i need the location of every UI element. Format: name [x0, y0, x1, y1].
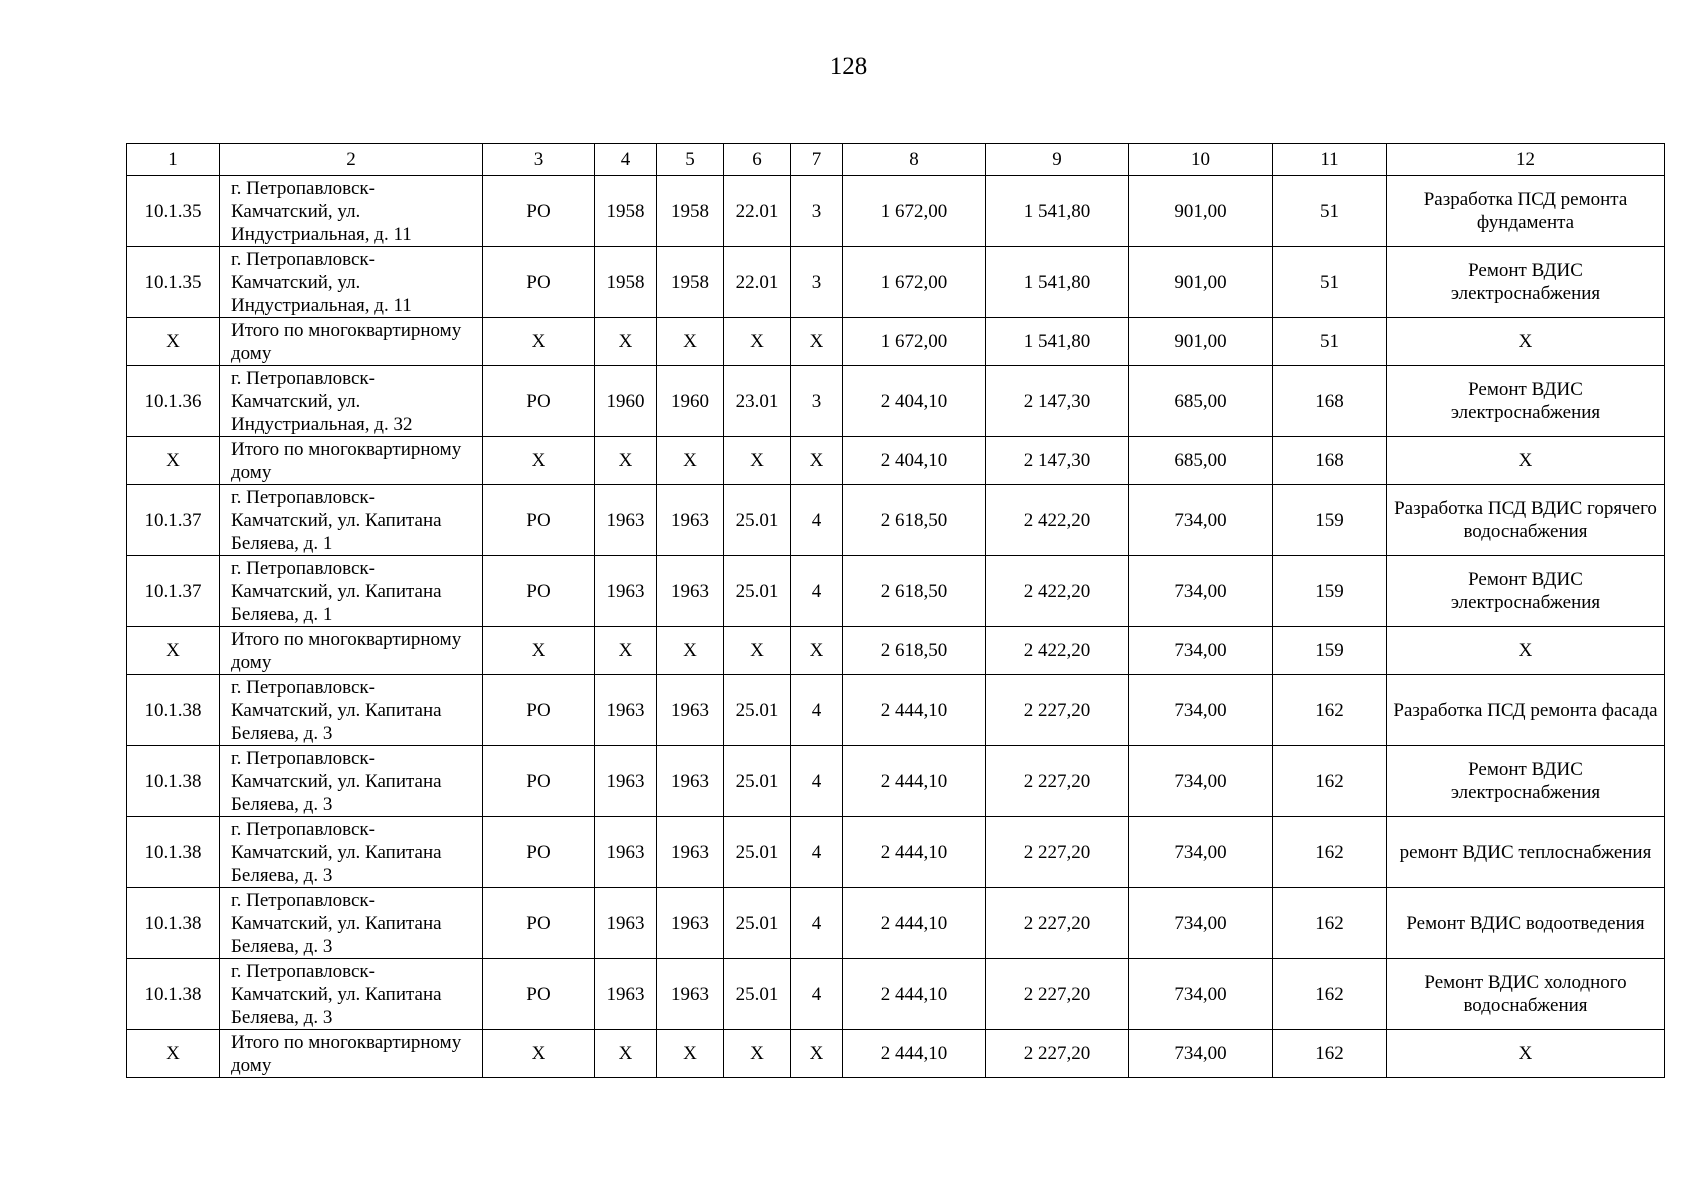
work-type-cell: Разработка ПСД ремонта фундамента [1387, 176, 1665, 247]
table-row [127, 485, 1665, 556]
owner-type-cell: РО [483, 888, 595, 959]
construction-year-cell: X [595, 437, 657, 485]
owner-type-cell: РО [483, 746, 595, 817]
address-cell: г. Петропавловск-Камчатский, ул. Капитана Беляева, д. 3 [220, 888, 483, 959]
work-type-cell: X [1387, 627, 1665, 675]
address-cell: г. Петропавловск-Камчатский, ул. Индустриальная, д. 11 [220, 247, 483, 318]
work-type-cell: X [1387, 318, 1665, 366]
work-type-cell: Ремонт ВДИС водоотведения [1387, 888, 1665, 959]
residents-cell: 162 [1273, 1030, 1387, 1078]
address-cell: г. Петропавловск-Камчатский, ул. Капитана Беляева, д. 1 [220, 556, 483, 627]
commissioning-year-cell: 1963 [657, 888, 724, 959]
column-header: 9 [986, 144, 1129, 176]
commissioning-year-cell: 1963 [657, 556, 724, 627]
code-cell: X [724, 437, 791, 485]
commissioning-year-cell: X [657, 1030, 724, 1078]
code-cell: 23.01 [724, 366, 791, 437]
work-type-cell: Ремонт ВДИС электроснабжения [1387, 556, 1665, 627]
work-type-cell: Разработка ПСД ремонта фасада [1387, 675, 1665, 746]
residents-cell: 159 [1273, 556, 1387, 627]
construction-year-cell: 1963 [595, 746, 657, 817]
living-area-cell: 2 147,30 [986, 366, 1129, 437]
work-type-cell: X [1387, 437, 1665, 485]
table-row [127, 556, 1665, 627]
construction-year-cell: X [595, 627, 657, 675]
register-body [127, 176, 1665, 1078]
address-cell: г. Петропавловск-Камчатский, ул. Капитана Беляева, д. 3 [220, 817, 483, 888]
construction-year-cell: X [595, 1030, 657, 1078]
commissioning-year-cell: 1958 [657, 247, 724, 318]
table-row [127, 746, 1665, 817]
non-living-area-cell: 734,00 [1129, 959, 1273, 1030]
row-number-cell: 10.1.35 [127, 176, 220, 247]
non-living-area-cell: 734,00 [1129, 888, 1273, 959]
work-type-cell: X [1387, 1030, 1665, 1078]
commissioning-year-cell: X [657, 318, 724, 366]
non-living-area-cell: 901,00 [1129, 247, 1273, 318]
owner-type-cell: X [483, 1030, 595, 1078]
row-number-cell: 10.1.38 [127, 675, 220, 746]
code-cell: 25.01 [724, 556, 791, 627]
owner-type-cell: РО [483, 247, 595, 318]
work-type-cell: Ремонт ВДИС электроснабжения [1387, 746, 1665, 817]
register-table [126, 143, 1665, 1078]
living-area-cell: 2 227,20 [986, 675, 1129, 746]
non-living-area-cell: 734,00 [1129, 1030, 1273, 1078]
address-cell: г. Петропавловск-Камчатский, ул. Капитана Беляева, д. 1 [220, 485, 483, 556]
floors-cell: 4 [791, 888, 843, 959]
code-cell: 25.01 [724, 485, 791, 556]
floors-cell: 3 [791, 176, 843, 247]
column-header: 11 [1273, 144, 1387, 176]
address-cell: г. Петропавловск-Камчатский, ул. Капитана Беляева, д. 3 [220, 959, 483, 1030]
total-area-cell: 1 672,00 [843, 247, 986, 318]
commissioning-year-cell: X [657, 437, 724, 485]
non-living-area-cell: 734,00 [1129, 485, 1273, 556]
column-header: 4 [595, 144, 657, 176]
work-type-cell: ремонт ВДИС теплоснабжения [1387, 817, 1665, 888]
column-header: 7 [791, 144, 843, 176]
total-row [127, 437, 1665, 485]
residents-cell: 162 [1273, 959, 1387, 1030]
residents-cell: 162 [1273, 817, 1387, 888]
non-living-area-cell: 734,00 [1129, 746, 1273, 817]
floors-cell: 3 [791, 366, 843, 437]
construction-year-cell: 1963 [595, 556, 657, 627]
owner-type-cell: РО [483, 959, 595, 1030]
table-row [127, 366, 1665, 437]
construction-year-cell: 1963 [595, 817, 657, 888]
floors-cell: X [791, 318, 843, 366]
code-cell: 25.01 [724, 746, 791, 817]
construction-year-cell: 1958 [595, 176, 657, 247]
row-number-cell: 10.1.38 [127, 746, 220, 817]
total-area-cell: 2 618,50 [843, 485, 986, 556]
non-living-area-cell: 685,00 [1129, 366, 1273, 437]
code-cell: X [724, 318, 791, 366]
work-type-cell: Ремонт ВДИС электроснабжения [1387, 247, 1665, 318]
residents-cell: 51 [1273, 247, 1387, 318]
column-header: 8 [843, 144, 986, 176]
residents-cell: 51 [1273, 176, 1387, 247]
living-area-cell: 2 227,20 [986, 746, 1129, 817]
construction-year-cell: 1963 [595, 675, 657, 746]
row-number-cell: 10.1.38 [127, 888, 220, 959]
code-cell: X [724, 1030, 791, 1078]
residents-cell: 168 [1273, 437, 1387, 485]
owner-type-cell: РО [483, 556, 595, 627]
owner-type-cell: РО [483, 176, 595, 247]
column-number-row [127, 144, 1665, 176]
construction-year-cell: 1960 [595, 366, 657, 437]
table-row [127, 817, 1665, 888]
residents-cell: 159 [1273, 485, 1387, 556]
total-area-cell: 2 444,10 [843, 675, 986, 746]
floors-cell: 4 [791, 746, 843, 817]
owner-type-cell: X [483, 318, 595, 366]
commissioning-year-cell: 1963 [657, 959, 724, 1030]
owner-type-cell: X [483, 437, 595, 485]
address-cell: Итого по многоквартирному дому [220, 627, 483, 675]
floors-cell: 4 [791, 959, 843, 1030]
total-row [127, 627, 1665, 675]
total-area-cell: 2 444,10 [843, 1030, 986, 1078]
non-living-area-cell: 734,00 [1129, 675, 1273, 746]
table-row [127, 959, 1665, 1030]
address-cell: Итого по многоквартирному дому [220, 437, 483, 485]
total-area-cell: 2 444,10 [843, 959, 986, 1030]
commissioning-year-cell: 1963 [657, 675, 724, 746]
row-number-cell: 10.1.35 [127, 247, 220, 318]
column-header: 12 [1387, 144, 1665, 176]
non-living-area-cell: 734,00 [1129, 556, 1273, 627]
living-area-cell: 2 422,20 [986, 556, 1129, 627]
non-living-area-cell: 685,00 [1129, 437, 1273, 485]
floors-cell: 4 [791, 485, 843, 556]
living-area-cell: 2 147,30 [986, 437, 1129, 485]
commissioning-year-cell: X [657, 627, 724, 675]
construction-year-cell: 1963 [595, 959, 657, 1030]
address-cell: г. Петропавловск-Камчатский, ул. Капитана Беляева, д. 3 [220, 746, 483, 817]
floors-cell: X [791, 1030, 843, 1078]
column-header: 1 [127, 144, 220, 176]
work-type-cell: Ремонт ВДИС холодного водоснабжения [1387, 959, 1665, 1030]
construction-year-cell: 1963 [595, 888, 657, 959]
total-area-cell: 1 672,00 [843, 318, 986, 366]
residents-cell: 162 [1273, 888, 1387, 959]
table-row [127, 888, 1665, 959]
row-number-cell: 10.1.38 [127, 817, 220, 888]
living-area-cell: 2 227,20 [986, 1030, 1129, 1078]
total-area-cell: 2 444,10 [843, 888, 986, 959]
address-cell: г. Петропавловск-Камчатский, ул. Индустриальная, д. 32 [220, 366, 483, 437]
residents-cell: 159 [1273, 627, 1387, 675]
non-living-area-cell: 901,00 [1129, 318, 1273, 366]
floors-cell: X [791, 627, 843, 675]
total-area-cell: 2 618,50 [843, 627, 986, 675]
row-number-cell: X [127, 437, 220, 485]
total-area-cell: 1 672,00 [843, 176, 986, 247]
commissioning-year-cell: 1963 [657, 485, 724, 556]
address-cell: г. Петропавловск-Камчатский, ул. Индустриальная, д. 11 [220, 176, 483, 247]
total-area-cell: 2 404,10 [843, 437, 986, 485]
commissioning-year-cell: 1960 [657, 366, 724, 437]
living-area-cell: 2 227,20 [986, 888, 1129, 959]
living-area-cell: 2 227,20 [986, 959, 1129, 1030]
non-living-area-cell: 734,00 [1129, 817, 1273, 888]
commissioning-year-cell: 1958 [657, 176, 724, 247]
row-number-cell: X [127, 1030, 220, 1078]
code-cell: 25.01 [724, 959, 791, 1030]
commissioning-year-cell: 1963 [657, 746, 724, 817]
code-cell: 22.01 [724, 247, 791, 318]
living-area-cell: 2 227,20 [986, 817, 1129, 888]
code-cell: 22.01 [724, 176, 791, 247]
non-living-area-cell: 734,00 [1129, 627, 1273, 675]
address-cell: г. Петропавловск-Камчатский, ул. Капитана Беляева, д. 3 [220, 675, 483, 746]
residents-cell: 168 [1273, 366, 1387, 437]
table-row [127, 675, 1665, 746]
address-cell: Итого по многоквартирному дому [220, 318, 483, 366]
row-number-cell: X [127, 627, 220, 675]
row-number-cell: 10.1.37 [127, 556, 220, 627]
code-cell: 25.01 [724, 817, 791, 888]
residents-cell: 51 [1273, 318, 1387, 366]
floors-cell: 4 [791, 817, 843, 888]
total-row [127, 1030, 1665, 1078]
owner-type-cell: РО [483, 485, 595, 556]
row-number-cell: X [127, 318, 220, 366]
construction-year-cell: 1958 [595, 247, 657, 318]
page-number: 128 [829, 53, 868, 80]
column-header: 5 [657, 144, 724, 176]
floors-cell: 4 [791, 675, 843, 746]
owner-type-cell: РО [483, 675, 595, 746]
commissioning-year-cell: 1963 [657, 817, 724, 888]
table-row [127, 247, 1665, 318]
construction-year-cell: 1963 [595, 485, 657, 556]
living-area-cell: 1 541,80 [986, 176, 1129, 247]
total-row [127, 318, 1665, 366]
row-number-cell: 10.1.36 [127, 366, 220, 437]
row-number-cell: 10.1.38 [127, 959, 220, 1030]
total-area-cell: 2 444,10 [843, 746, 986, 817]
living-area-cell: 1 541,80 [986, 318, 1129, 366]
column-header: 6 [724, 144, 791, 176]
total-area-cell: 2 618,50 [843, 556, 986, 627]
floors-cell: 3 [791, 247, 843, 318]
non-living-area-cell: 901,00 [1129, 176, 1273, 247]
living-area-cell: 2 422,20 [986, 485, 1129, 556]
owner-type-cell: РО [483, 366, 595, 437]
work-type-cell: Разработка ПСД ВДИС горячего водоснабжения [1387, 485, 1665, 556]
column-header: 10 [1129, 144, 1273, 176]
column-header: 2 [220, 144, 483, 176]
living-area-cell: 2 422,20 [986, 627, 1129, 675]
column-header: 3 [483, 144, 595, 176]
floors-cell: 4 [791, 556, 843, 627]
residents-cell: 162 [1273, 746, 1387, 817]
total-area-cell: 2 404,10 [843, 366, 986, 437]
address-cell: Итого по многоквартирному дому [220, 1030, 483, 1078]
residents-cell: 162 [1273, 675, 1387, 746]
owner-type-cell: РО [483, 817, 595, 888]
total-area-cell: 2 444,10 [843, 817, 986, 888]
construction-year-cell: X [595, 318, 657, 366]
code-cell: X [724, 627, 791, 675]
floors-cell: X [791, 437, 843, 485]
table-row [127, 176, 1665, 247]
living-area-cell: 1 541,80 [986, 247, 1129, 318]
code-cell: 25.01 [724, 888, 791, 959]
code-cell: 25.01 [724, 675, 791, 746]
work-type-cell: Ремонт ВДИС электроснабжения [1387, 366, 1665, 437]
owner-type-cell: X [483, 627, 595, 675]
row-number-cell: 10.1.37 [127, 485, 220, 556]
